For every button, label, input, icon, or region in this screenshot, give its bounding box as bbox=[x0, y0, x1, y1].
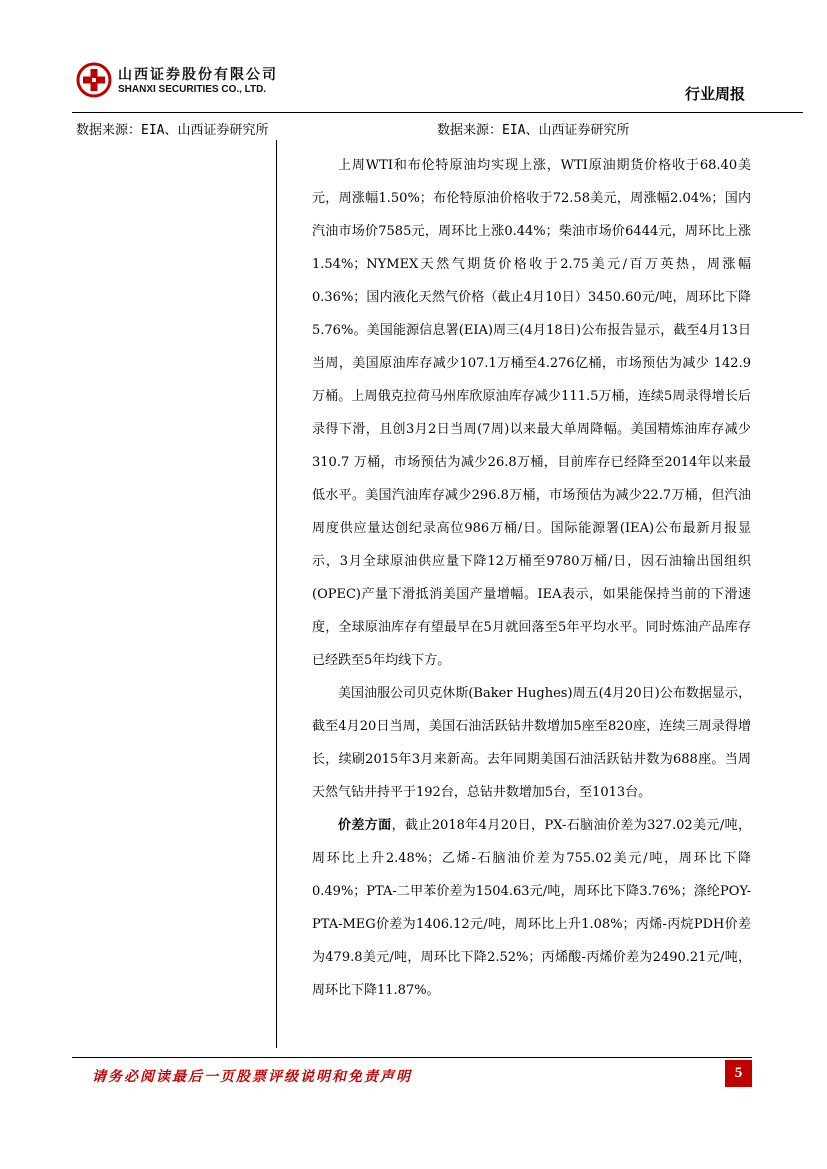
paragraph-crude-oil bbox=[312, 149, 751, 677]
main-content bbox=[312, 149, 751, 1007]
paragraph-spreads bbox=[312, 809, 751, 1007]
disclaimer-notice: 请务必阅读最后一页股票评级说明和免责声明 bbox=[92, 1069, 412, 1085]
paragraph-text: 美国油服公司贝克休斯(Baker Hughes)周五(4月20日)公布数据显示，截至4月20日当周，美国石油活跃钻井数增加5座至820座，连续三周录得增长，续刷2015年3月来新高。去年同期美国石油活跃钻井数为688座。当周天然气钻井持平于192台，总钻井数增加5台，至1013台。 bbox=[312, 686, 751, 800]
data-source-left: 数据来源：EIA、山西证券研究所 bbox=[76, 123, 269, 138]
data-source-right: 数据来源：EIA、山西证券研究所 bbox=[437, 123, 630, 138]
page-number: 5 bbox=[725, 1060, 752, 1087]
paragraph-text: ，截止2018年4月20日，PX-石脑油价差为327.02美元/吨，周环比上升2.48%；乙烯-石脑油价差为755.02美元/吨，周环比下降0.49%；PTA-二甲苯价差为1504.63元/吨，周环比下降3.76%；涤纶POY-PTA-MEG价差为1406.12元/吨，周环比上升1.08%；丙烯-丙烷PDH价差为479.8美元/吨，周环比下降2.52%；丙烯酸-丙烯价差为2490.21元/吨，周环比下降11.87%。 bbox=[312, 818, 751, 998]
column-divider bbox=[276, 140, 277, 1048]
company-logo-icon bbox=[76, 62, 112, 98]
company-name-en: SHANXI SECURITIES CO., LTD. bbox=[118, 84, 267, 95]
report-type-label: 行业周报 bbox=[684, 85, 745, 103]
paragraph-lead-bold: 价差方面 bbox=[338, 818, 392, 833]
paragraph-text: 上周WTI和布伦特原油均实现上涨，WTI原油期货价格收于68.40美元，周涨幅1.50%；布伦特原油价格收于72.58美元，周涨幅2.04%；国内汽油市场价7585元，周环比上涨0.44%；柴油市场价6444元，周环比上涨1.54%；NYMEX天然气期货价格收于2.75美元/百万英热，周涨幅0.36%；国内液化天然气价格（截止4月10日）3450.60元/吨，周环比下降5.76%。美国能源信息署(EIA)周三(4月18日)公布报告显示，截至4月13日当周，美国原油库存减少107.1万桶至4.276亿桶，市场预估为减少 142.9 万桶。上周俄克拉荷马州库欣原油库存减少111.5万桶，连续5周录得增长后录得下滑，且创3月2日当周(7周)以来最大单周降幅。美国精炼油库存减少 310.7 万桶，市场预估为减少26.8万桶，目前库存已经降至2014年以来最低水平。美国汽油库存减少296.8万桶，市场预估为减少22.7万桶，但汽油周度供应量达创纪录高位986万桶/日。国际能源署(IEA)公布最新月报显示，3月全球原油供应量下降12万桶至9780万桶/日，因石油输出国组织(OPEC)产量下滑抵消美国产量增幅。IEA表示，如果能保持当前的下滑速度，全球原油库存有望最早在5月就回落至5年平均水平。同时炼油产品库存已经跌至5年均线下方。 bbox=[312, 158, 751, 668]
company-name-cn: 山西证券股份有限公司 bbox=[118, 67, 278, 83]
footer-divider bbox=[72, 1057, 752, 1058]
header-divider bbox=[72, 112, 803, 113]
paragraph-rig-count bbox=[312, 677, 751, 809]
